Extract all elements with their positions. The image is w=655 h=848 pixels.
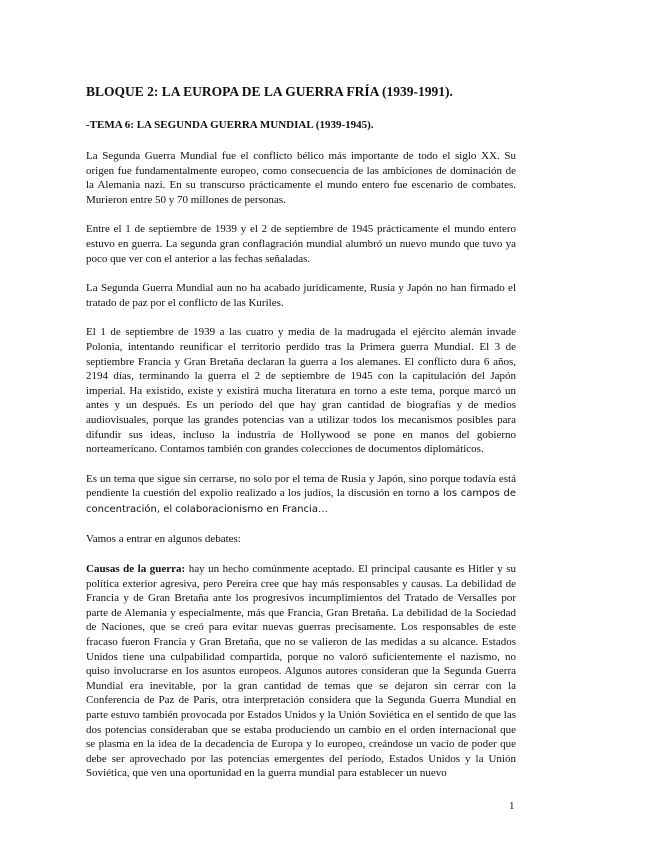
paragraph-4: El 1 de septiembre de 1939 a las cuatro y media de la madrugada el ejército alemán invade Polonia, intentando reunificar el territorio perdido tras la Primera guerra Mundial. El 3 de septiembre Francia y Gran Bretaña declaran la guerra a los alemanes. El conflicto dura 6 años, 2194 días, terminando la guerra el 2 de septiembre de 1945 con la capitulación del Japón imperial. Ha existido, existe y existirá mucha literatura en torno a este tema, porque marcó un antes y un después. Es un período del que hay gran cantidad de biografías y de medios audiovisuales, porque las grandes potencias van a utilizar todos los mecanismos posibles para difundir sus ideas, incluso la industria de Hollywood se pone en manos del gobierno norteamericano. Contamos también con grandes colecciones de documentos diplomáticos. [86,326,516,456]
paragraph-6: Vamos a entrar en algunos debates: [86,533,241,546]
paragraph-5 [86,472,516,518]
section-heading: -TEMA 6: LA SEGUNDA GUERRA MUNDIAL (1939-1945). [86,119,374,131]
paragraph-7 [86,562,516,781]
paragraph-1: La Segunda Guerra Mundial fue el conflicto bélico más importante de todo el siglo XX. Su origen fue fundamentalmente europeo, como consecuencia de las ambiciones de dominación de la Alemania nazi. En su transcurso prácticamente el mundo entero fue escenario de combates. Murieron entre 50 y 70 millones de personas. [86,150,516,206]
document-body [86,84,516,796]
paragraph-5-part-b: a los campos de concentración, el colaboracionismo en Francia… [86,488,516,515]
page-number: 1 [509,800,515,812]
paragraph-2: Entre el 1 de septiembre de 1939 y el 2 de septiembre de 1945 prácticamente el mundo entero estuvo en guerra. La segunda gran conflagración mundial alumbró un nuevo mundo que tuvo ya poco que ver con el anterior a las fechas señaladas. [86,223,516,265]
paragraph-5-part-a: Es un tema que sigue sin cerrarse, no solo por el tema de Rusia y Japón, sino porque todavía está pendiente la cuestión del expolio realizado a los judíos, la discusión en torno [86,472,516,500]
paragraph-3: La Segunda Guerra Mundial aun no ha acabado jurídicamente, Rusia y Japón no han firmado el tratado de paz por el conflicto de las Kuriles. [86,282,516,309]
document-title: BLOQUE 2: LA EUROPA DE LA GUERRA FRÍA (1939-1991). [86,84,453,99]
causes-heading: Causas de la guerra: [86,563,186,576]
causes-text: hay un hecho comúnmente aceptado. El principal causante es Hitler y su política exterior agresiva, pero Pereira cree que hay más responsables y causas. La debilidad de Francia y de Gran Bretaña ante los progresivos incumplimientos del Tratado de Versalles por parte de Alemania y especialmente, más que Francia, Gran Bretaña. La debilidad de la Sociedad de Naciones, que se creó para evitar nuevas guerras precisamente. Los responsables de este fracaso fueron Francia y Gran Bretaña, que no se valieron de las medidas a su alcance. Estados Unidos tiene una culpabilidad compartida, porque no valoró suficientemente el nazismo, no quiso involucrarse en los asuntos europeos. Algunos autores consideran que la Segunda Guerra Mundial era inevitable, por la gran cantidad de temas que se dejaron sin cerrar con la Conferencia de Paz de París, otra interpretación considera que la Segunda Guerra Mundial en parte estuvo también provocada por Estados Unidos y la Unión Soviética en el sentido de que las dos potencias consideraban que se estaba produciendo un cambio en el orden internacional que se plasma en la idea de la decadencia de Europa y lo europeo, creándose un vacío de poder que debe ser aprovechado por las potencias emergentes del período, Estados Unidos y la Unión Soviética, que ven una oportunidad en la guerra mundial para establecer un nuevo [86,563,517,780]
